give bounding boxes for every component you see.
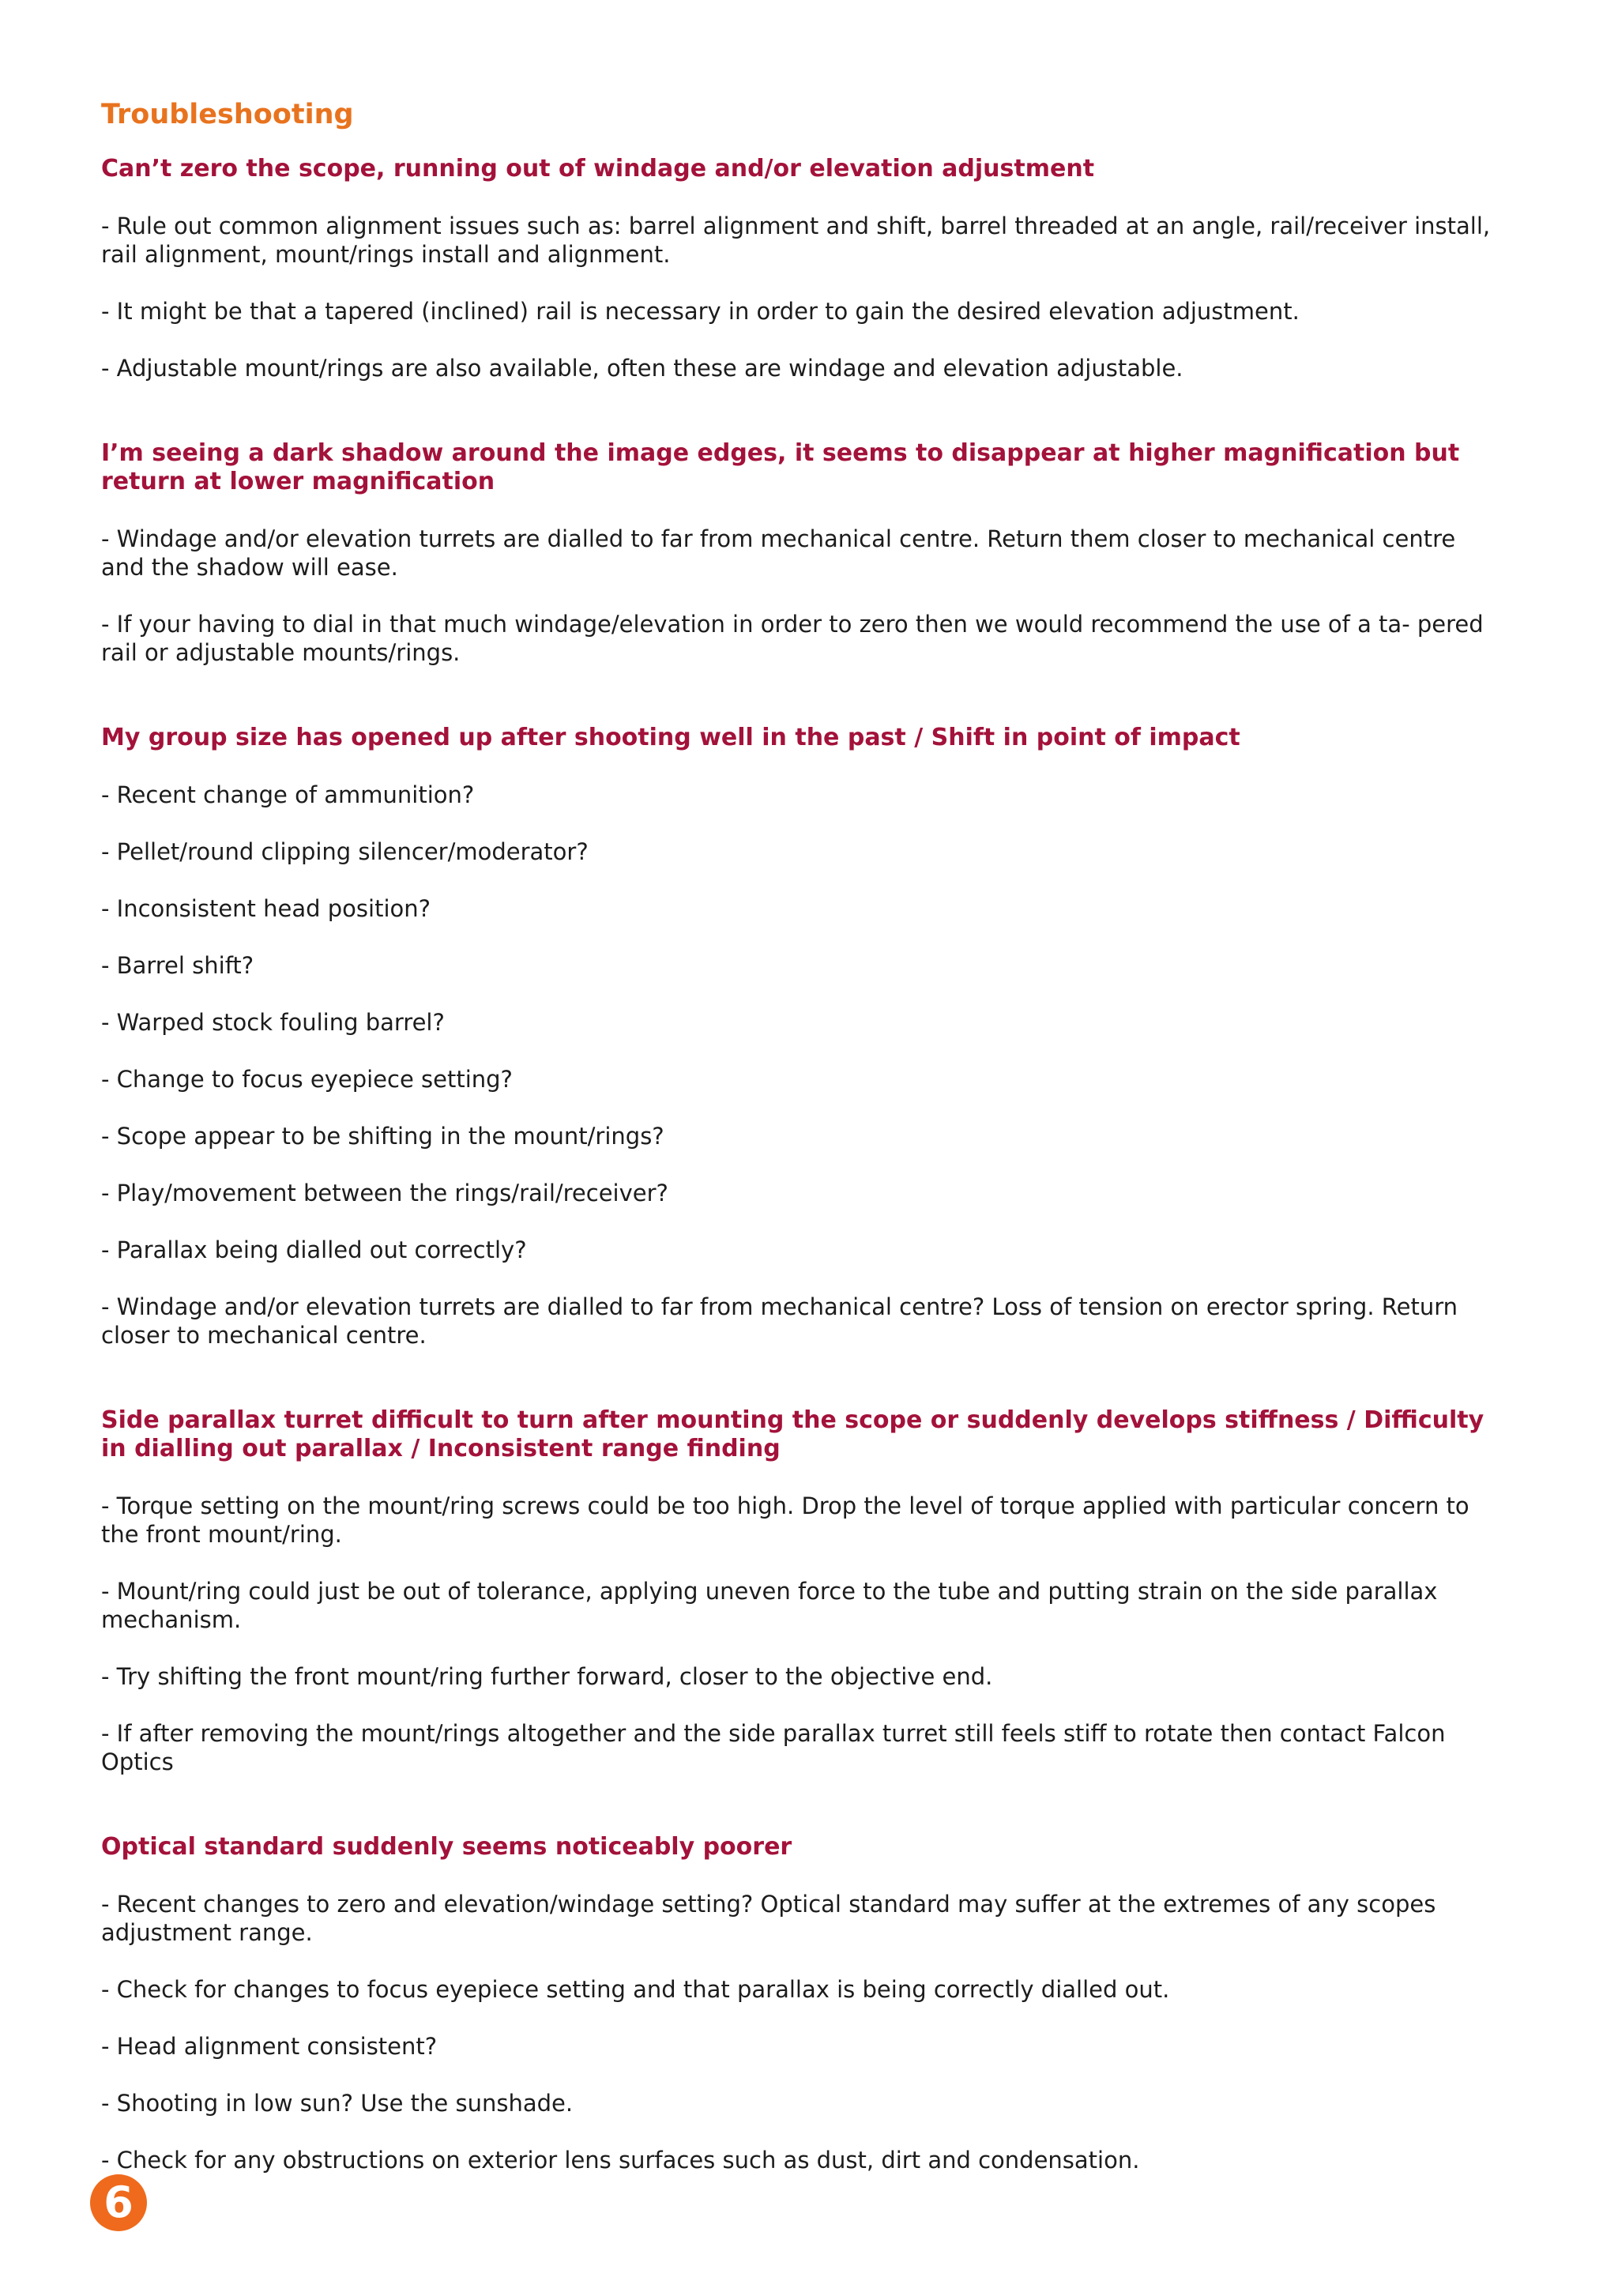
section-optical-standard bbox=[101, 1833, 1499, 2174]
section-heading: Optical standard suddenly seems noticeably poorer bbox=[101, 1833, 792, 1861]
list-item: - Play/movement between the rings/rail/receiver? bbox=[101, 1180, 668, 1206]
list-item: - Adjustable mount/rings are also available, often these are windage and elevation adjustable. bbox=[101, 355, 1183, 382]
list-item: - Torque setting on the mount/ring screws could be too high. Drop the level of torque applied with particular concern to the front mount/ring. bbox=[101, 1492, 1469, 1548]
document-page bbox=[101, 95, 1499, 2174]
list-item: - Check for changes to focus eyepiece setting and that parallax is being correctly dialled out. bbox=[101, 1976, 1170, 2003]
list-item: - Head alignment consistent? bbox=[101, 2033, 438, 2060]
list-item: - Scope appear to be shifting in the mount/rings? bbox=[101, 1123, 664, 1150]
list-item: - Pellet/round clipping silencer/moderator? bbox=[101, 838, 589, 865]
list-item: - Windage and/or elevation turrets are dialled to far from mechanical centre. Return them closer to mechanical centre and the shadow will ease. bbox=[101, 525, 1456, 581]
list-item: - If after removing the mount/rings altogether and the side parallax turret still feels stiff to rotate then contact Falcon Optics bbox=[101, 1720, 1446, 1775]
list-item: - Windage and/or elevation turrets are dialled to far from mechanical centre? Loss of tension on erector spring. Return closer to mechanical centre. bbox=[101, 1293, 1458, 1349]
section-group-size bbox=[101, 724, 1499, 1349]
list-item: - Inconsistent head position? bbox=[101, 895, 431, 922]
section-heading: I’m seeing a dark shadow around the image edges, it seems to disappear at higher magnification but return at lower magnification bbox=[101, 439, 1460, 495]
section-heading: Side parallax turret difficult to turn after mounting the scope or suddenly develops stiffness / Difficulty in dialling out parallax / Inconsistent range finding bbox=[101, 1406, 1484, 1462]
list-item: - Try shifting the front mount/ring further forward, closer to the objective end. bbox=[101, 1663, 993, 1690]
list-item: - It might be that a tapered (inclined) rail is necessary in order to gain the desired elevation adjustment. bbox=[101, 298, 1300, 325]
section-dark-shadow bbox=[101, 439, 1499, 667]
section-cant-zero bbox=[101, 155, 1499, 382]
section-side-parallax bbox=[101, 1406, 1499, 1776]
list-item: - Rule out common alignment issues such as: barrel alignment and shift, barrel threaded at an angle, rail/receiver install, rail alignment, mount/rings install and alignment. bbox=[101, 213, 1491, 268]
list-item: - Shooting in low sun? Use the sunshade. bbox=[101, 2090, 574, 2117]
section-heading: My group size has opened up after shooting well in the past / Shift in point of impact bbox=[101, 724, 1240, 751]
list-item: - Recent changes to zero and elevation/windage setting? Optical standard may suffer at the extremes of any scopes adjustment range. bbox=[101, 1891, 1436, 1946]
list-item: - If your having to dial in that much windage/elevation in order to zero then we would recommend the use of a ta- pered rail or adjustable mounts/rings. bbox=[101, 611, 1484, 666]
list-item: - Warped stock fouling barrel? bbox=[101, 1009, 445, 1036]
page-number-badge: 6 bbox=[90, 2174, 147, 2231]
section-heading: Can’t zero the scope, running out of windage and/or elevation adjustment bbox=[101, 155, 1095, 183]
page-title: Troubleshooting bbox=[101, 99, 354, 130]
list-item: - Change to focus eyepiece setting? bbox=[101, 1066, 513, 1093]
list-item: - Parallax being dialled out correctly? bbox=[101, 1236, 527, 1263]
list-item: - Barrel shift? bbox=[101, 952, 254, 979]
list-item: - Check for any obstructions on exterior lens surfaces such as dust, dirt and condensation. bbox=[101, 2147, 1140, 2174]
list-item: - Mount/ring could just be out of tolerance, applying uneven force to the tube and putting strain on the side parallax mechanism. bbox=[101, 1578, 1438, 1633]
list-item: - Recent change of ammunition? bbox=[101, 781, 475, 808]
